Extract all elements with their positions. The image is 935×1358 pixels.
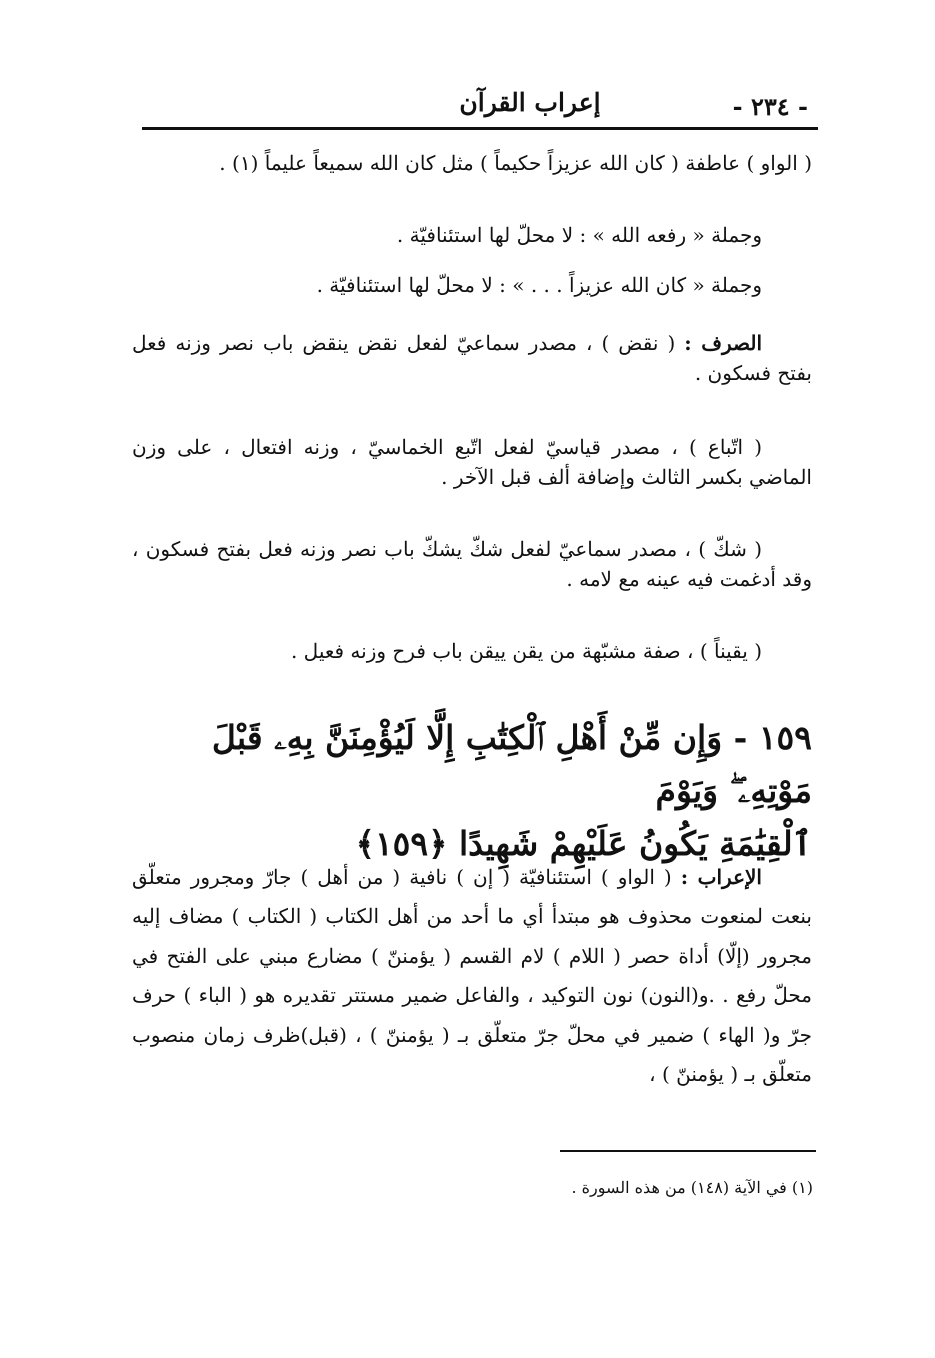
paragraph-jumla-2 [132, 270, 812, 300]
paragraph-irab [132, 858, 812, 1094]
quran-verse [132, 712, 812, 870]
header-rule [142, 127, 818, 130]
footnote: (١) في الآية (١٤٨) من هذه السورة . [571, 1178, 813, 1197]
paragraph-text: ( نقض ) ، مصدر سماعيّ لفعل نقض ينقض باب نصر وزنه فعل بفتح فسكون . [132, 331, 812, 385]
section-lead: الصرف : [684, 331, 762, 355]
paragraph-text: ( اتّباع ) ، مصدر قياسيّ لفعل اتّبع الخماسيّ ، وزنه افتعال ، على وزن الماضي بكسر الثالث وإضافة ألف قبل الآخر . [132, 435, 812, 489]
paragraph-shakk [132, 534, 812, 594]
paragraph-text: ( الواو ) استئنافيّة ( إن ) نافية ( من أهل ) جارّ ومجرور متعلّق بنعت لمنعوت محذوف هو مبتدأ أي ما أحد من أهل الكتاب ( الكتاب ) مضاف إليه مجرور (إلّا) أداة حصر ( اللام ) لام القسم ( يؤمننّ ) مضارع مبني على الفتح في محلّ رفع . .و(النون) نون التوكيد ، والفاعل ضمير مستتر تقديره هو ( الباء ) حرف جرّ و( الهاء ) ضمير في محلّ جرّ متعلّق بـ ( يؤمننّ ) ، (قبل)ظرف زمان منصوب متعلّق بـ ( يؤمننّ ) ، [132, 865, 812, 1086]
paragraph-text: ( يقيناً ) ، صفة مشبّهة من يقن ييقن باب فرح وزنه فعيل . [290, 639, 762, 663]
paragraph-text: ( شكّ ) ، مصدر سماعيّ لفعل شكّ يشكّ باب نصر وزنه فعل بفتح فسكون ، وقد أدغمت فيه عينه مع لامه . [132, 537, 812, 591]
paragraph-yaqin [132, 636, 812, 666]
page-number: - ٢٣٤ - [732, 92, 808, 121]
paragraph-jumla-1 [132, 220, 812, 250]
paragraph-text: وجملة « كان الله عزيزاً . . . » : لا محلّ لها استئنافيّة . [316, 273, 762, 297]
footnote-rule [560, 1150, 816, 1152]
running-title: إعراب القرآن [459, 88, 601, 117]
verse-line-2: ٱلْقِيَٰمَةِ يَكُونُ عَلَيْهِمْ شَهِيدًا ﴿١٥٩﴾ [355, 823, 812, 863]
verse-line-1: ١٥٩ - وَإِن مِّنْ أَهْلِ ٱلْكِتَٰبِ إِلَّا لَيُؤْمِنَنَّ بِهِۦ قَبْلَ مَوْتِهِۦ ۖ وَيَوْمَ [211, 718, 812, 810]
paragraph-text: ( الواو ) عاطفة ( كان الله عزيزاً حكيماً ) مثل كان الله سميعاً عليماً (١) . [219, 151, 812, 175]
paragraph-waw [132, 148, 812, 178]
paragraph-sarf [132, 328, 812, 388]
paragraph-ittiba [132, 432, 812, 492]
section-lead: الإعراب : [680, 865, 762, 889]
page-header [142, 82, 818, 124]
paragraph-text: وجملة « رفعه الله » : لا محلّ لها استئنافيّة . [396, 223, 762, 247]
